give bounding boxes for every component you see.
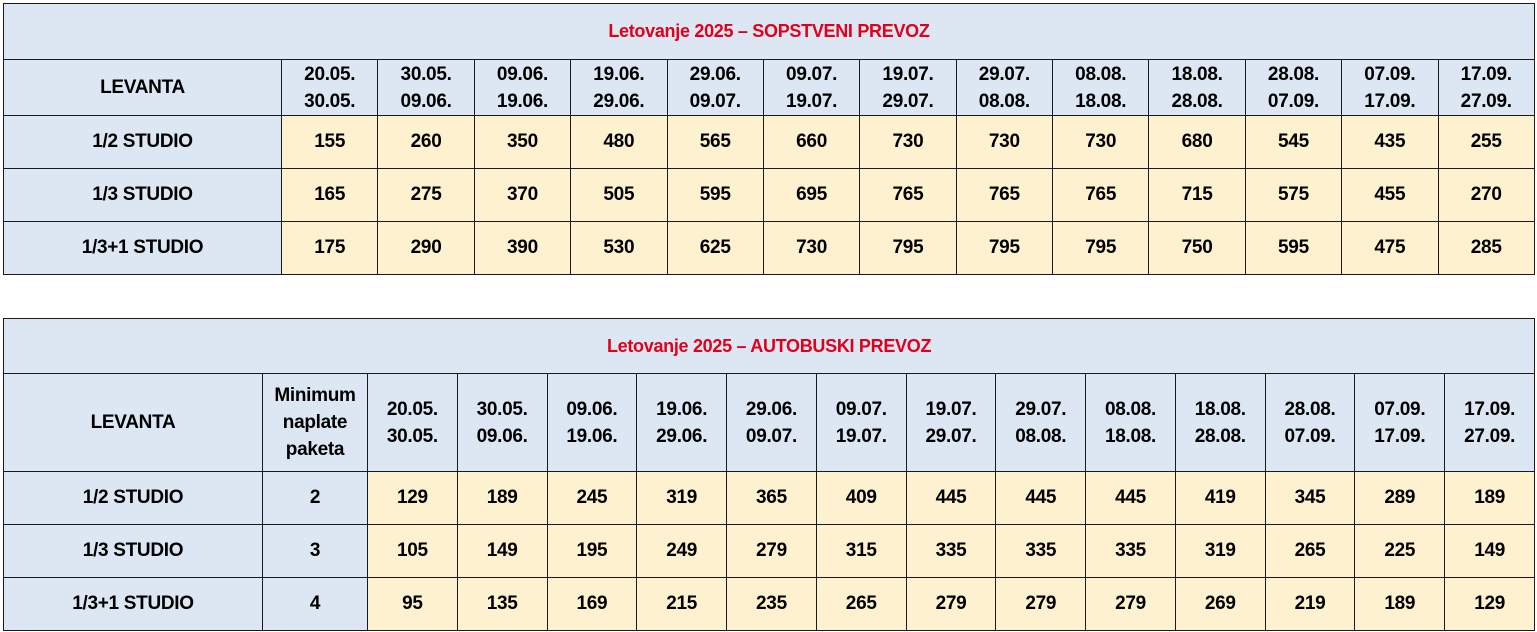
price-cell: 365 (727, 472, 817, 525)
price-cell: 219 (1265, 578, 1355, 631)
price-cell: 129 (1445, 578, 1535, 631)
period-header: 19.07. 29.07. (906, 374, 996, 472)
price-cell: 245 (547, 472, 637, 525)
price-cell: 249 (637, 525, 727, 578)
price-cell: 289 (1355, 472, 1445, 525)
period-header: 29.06. 09.07. (727, 374, 817, 472)
price-cell: 275 (378, 169, 474, 222)
price-cell: 319 (637, 472, 727, 525)
minimum-payment-header: Minimum naplate paketa (263, 374, 368, 472)
period-header: 19.07. 29.07. (860, 60, 956, 116)
period-header: 07.09. 17.09. (1342, 60, 1438, 116)
price-cell: 730 (956, 116, 1052, 169)
period-header: 09.06. 19.06. (547, 374, 637, 472)
price-cell: 795 (860, 222, 956, 275)
price-cell: 189 (457, 472, 547, 525)
price-cell: 235 (727, 578, 817, 631)
hotel-name-header: LEVANTA (4, 60, 282, 116)
period-header: 28.08. 07.09. (1265, 374, 1355, 472)
price-cell: 335 (996, 525, 1086, 578)
hotel-name-header: LEVANTA (4, 374, 263, 472)
price-cell: 475 (1342, 222, 1438, 275)
period-header: 08.08. 18.08. (1053, 60, 1149, 116)
price-cell: 730 (763, 222, 859, 275)
price-cell: 350 (474, 116, 570, 169)
price-cell: 660 (763, 116, 859, 169)
price-cell: 545 (1245, 116, 1341, 169)
table-row (4, 472, 1535, 525)
period-header: 29.07. 08.08. (956, 60, 1052, 116)
period-header: 18.08. 28.08. (1175, 374, 1265, 472)
price-cell: 795 (956, 222, 1052, 275)
price-cell: 625 (667, 222, 763, 275)
price-cell: 149 (1445, 525, 1535, 578)
table-row (4, 169, 1535, 222)
price-cell: 595 (667, 169, 763, 222)
price-cell: 575 (1245, 169, 1341, 222)
price-cell: 155 (282, 116, 378, 169)
period-header: 29.06. 09.07. (667, 60, 763, 116)
price-cell: 419 (1175, 472, 1265, 525)
price-table-bus-transport (3, 318, 1535, 631)
price-cell: 265 (816, 578, 906, 631)
room-type-label: 1/2 STUDIO (4, 116, 282, 169)
period-header: 19.06. 29.06. (571, 60, 667, 116)
period-header: 17.09. 27.09. (1438, 60, 1534, 116)
price-cell: 165 (282, 169, 378, 222)
table-row (4, 578, 1535, 631)
price-cell: 445 (906, 472, 996, 525)
price-cell: 95 (368, 578, 458, 631)
period-header: 07.09. 17.09. (1355, 374, 1445, 472)
price-cell: 695 (763, 169, 859, 222)
price-cell: 149 (457, 525, 547, 578)
period-header: 18.08. 28.08. (1149, 60, 1245, 116)
room-type-label: 1/3 STUDIO (4, 525, 263, 578)
price-cell: 279 (996, 578, 1086, 631)
table-title: Letovanje 2025 – AUTOBUSKI PREVOZ (4, 319, 1535, 374)
price-cell: 370 (474, 169, 570, 222)
period-header: 20.05. 30.05. (282, 60, 378, 116)
price-cell: 279 (727, 525, 817, 578)
room-type-label: 1/3+1 STUDIO (4, 578, 263, 631)
price-cell: 730 (860, 116, 956, 169)
price-cell: 270 (1438, 169, 1534, 222)
price-cell: 680 (1149, 116, 1245, 169)
room-type-label: 1/3 STUDIO (4, 169, 282, 222)
price-cell: 315 (816, 525, 906, 578)
period-header: 20.05. 30.05. (368, 374, 458, 472)
price-cell: 129 (368, 472, 458, 525)
minimum-payment-cell: 4 (263, 578, 368, 631)
price-cell: 765 (956, 169, 1052, 222)
period-header: 09.07. 19.07. (763, 60, 859, 116)
minimum-payment-cell: 3 (263, 525, 368, 578)
period-header: 09.07. 19.07. (816, 374, 906, 472)
header-row (4, 374, 1535, 472)
price-cell: 715 (1149, 169, 1245, 222)
period-header: 29.07. 08.08. (996, 374, 1086, 472)
price-cell: 189 (1355, 578, 1445, 631)
price-cell: 795 (1053, 222, 1149, 275)
period-header: 30.05. 09.06. (457, 374, 547, 472)
period-header: 30.05. 09.06. (378, 60, 474, 116)
price-cell: 765 (860, 169, 956, 222)
price-cell: 445 (1086, 472, 1176, 525)
price-cell: 445 (996, 472, 1086, 525)
price-cell: 105 (368, 525, 458, 578)
price-cell: 290 (378, 222, 474, 275)
period-header: 28.08. 07.09. (1245, 60, 1341, 116)
period-header: 09.06. 19.06. (474, 60, 570, 116)
price-cell: 215 (637, 578, 727, 631)
price-cell: 409 (816, 472, 906, 525)
price-cell: 279 (906, 578, 996, 631)
table-row (4, 525, 1535, 578)
price-cell: 750 (1149, 222, 1245, 275)
table-title: Letovanje 2025 – SOPSTVENI PREVOZ (4, 4, 1535, 60)
price-cell: 565 (667, 116, 763, 169)
period-header: 19.06. 29.06. (637, 374, 727, 472)
price-cell: 279 (1086, 578, 1176, 631)
price-cell: 335 (1086, 525, 1176, 578)
price-cell: 260 (378, 116, 474, 169)
price-cell: 345 (1265, 472, 1355, 525)
price-cell: 505 (571, 169, 667, 222)
price-cell: 480 (571, 116, 667, 169)
price-cell: 255 (1438, 116, 1534, 169)
price-cell: 135 (457, 578, 547, 631)
price-cell: 175 (282, 222, 378, 275)
price-cell: 435 (1342, 116, 1438, 169)
price-cell: 730 (1053, 116, 1149, 169)
header-row (4, 60, 1535, 116)
price-cell: 765 (1053, 169, 1149, 222)
price-cell: 195 (547, 525, 637, 578)
price-cell: 335 (906, 525, 996, 578)
table-row (4, 116, 1535, 169)
price-cell: 319 (1175, 525, 1265, 578)
price-cell: 390 (474, 222, 570, 275)
price-cell: 269 (1175, 578, 1265, 631)
price-cell: 285 (1438, 222, 1534, 275)
price-cell: 530 (571, 222, 667, 275)
period-header: 08.08. 18.08. (1086, 374, 1176, 472)
price-cell: 455 (1342, 169, 1438, 222)
price-cell: 169 (547, 578, 637, 631)
price-cell: 225 (1355, 525, 1445, 578)
table-row (4, 222, 1535, 275)
price-cell: 595 (1245, 222, 1341, 275)
room-type-label: 1/3+1 STUDIO (4, 222, 282, 275)
minimum-payment-cell: 2 (263, 472, 368, 525)
price-cell: 265 (1265, 525, 1355, 578)
price-table-own-transport (3, 3, 1535, 275)
period-header: 17.09. 27.09. (1445, 374, 1535, 472)
room-type-label: 1/2 STUDIO (4, 472, 263, 525)
price-cell: 189 (1445, 472, 1535, 525)
